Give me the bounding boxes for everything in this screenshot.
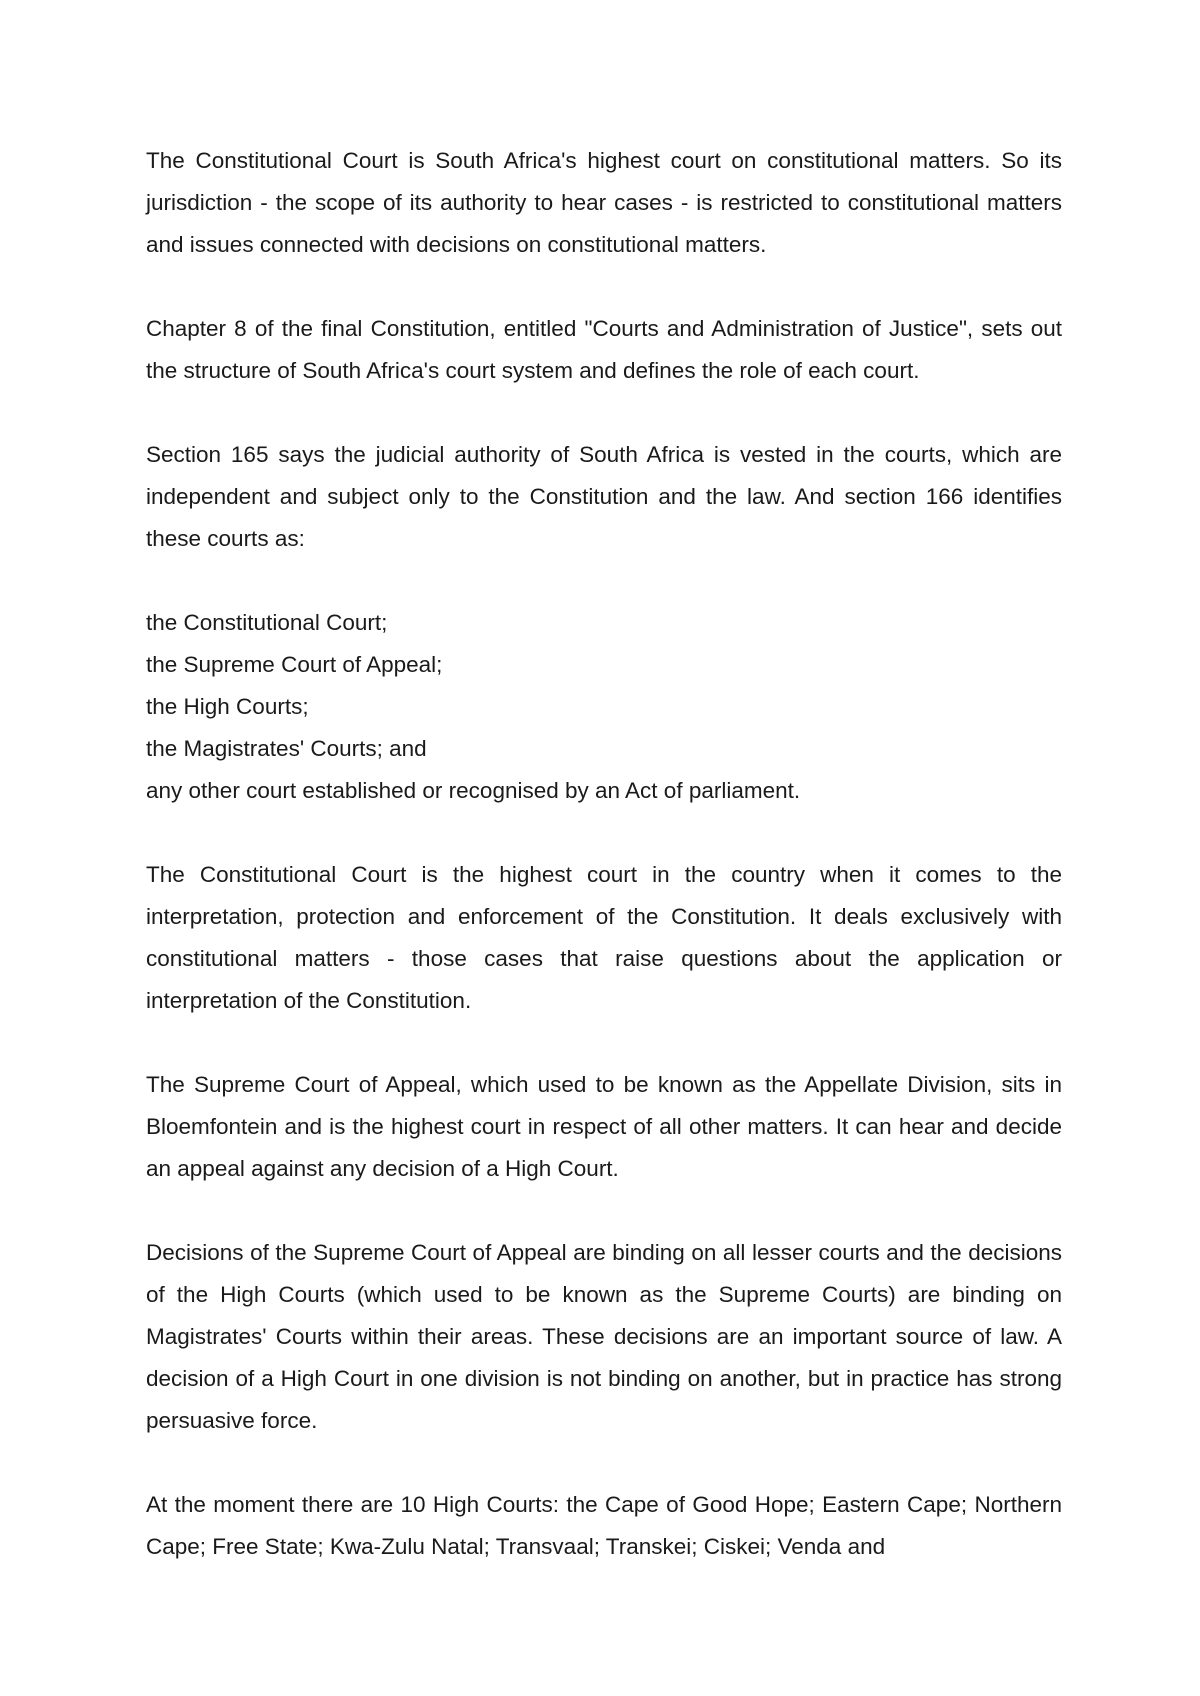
paragraph-high-courts: At the moment there are 10 High Courts: the Cape of Good Hope; Eastern Cape; Northern Cape; Free State; Kwa-Zulu Natal; Transvaal; Transkei; Ciskei; Venda and — [146, 1492, 1062, 1559]
list-item: the High Courts; — [146, 694, 309, 719]
list-item: the Supreme Court of Appeal; — [146, 652, 443, 677]
document-body — [146, 140, 1062, 1610]
paragraph-binding-decisions: Decisions of the Supreme Court of Appeal are binding on all lesser courts and the decisions of the High Courts (which used to be known as the Supreme Courts) are binding on Magistrates' Courts within their areas. These decisions are an important source of law. A decision of a High Court in one division is not binding on another, but in practice has strong persuasive force. — [146, 1240, 1062, 1433]
paragraph-supreme-court-of-appeal: The Supreme Court of Appeal, which used to be known as the Appellate Division, sits in Bloemfontein and is the highest court in respect of all other matters. It can hear and decide an appeal against any decision of a High Court. — [146, 1072, 1062, 1181]
paragraph-constitutional-court: The Constitutional Court is the highest court in the country when it comes to the interpretation, protection and enforcement of the Constitution. It deals exclusively with constitutional matters - those cases that raise questions about the application or interpretation of the Constitution. — [146, 862, 1062, 1013]
paragraph-chapter-8: Chapter 8 of the final Constitution, entitled "Courts and Administration of Justice", sets out the structure of South Africa's court system and defines the role of each court. — [146, 316, 1062, 383]
paragraph-jurisdiction: The Constitutional Court is South Africa's highest court on constitutional matters. So its jurisdiction - the scope of its authority to hear cases - is restricted to constitutional matters and issues connected with decisions on constitutional matters. — [146, 148, 1062, 257]
list-item: any other court established or recognised by an Act of parliament. — [146, 778, 801, 803]
paragraph-section-165: Section 165 says the judicial authority of South Africa is vested in the courts, which are independent and subject only to the Constitution and the law. And section 166 identifies these courts as: — [146, 442, 1062, 551]
list-item: the Magistrates' Courts; and — [146, 736, 427, 761]
courts-list — [146, 602, 1062, 812]
list-item: the Constitutional Court; — [146, 610, 388, 635]
